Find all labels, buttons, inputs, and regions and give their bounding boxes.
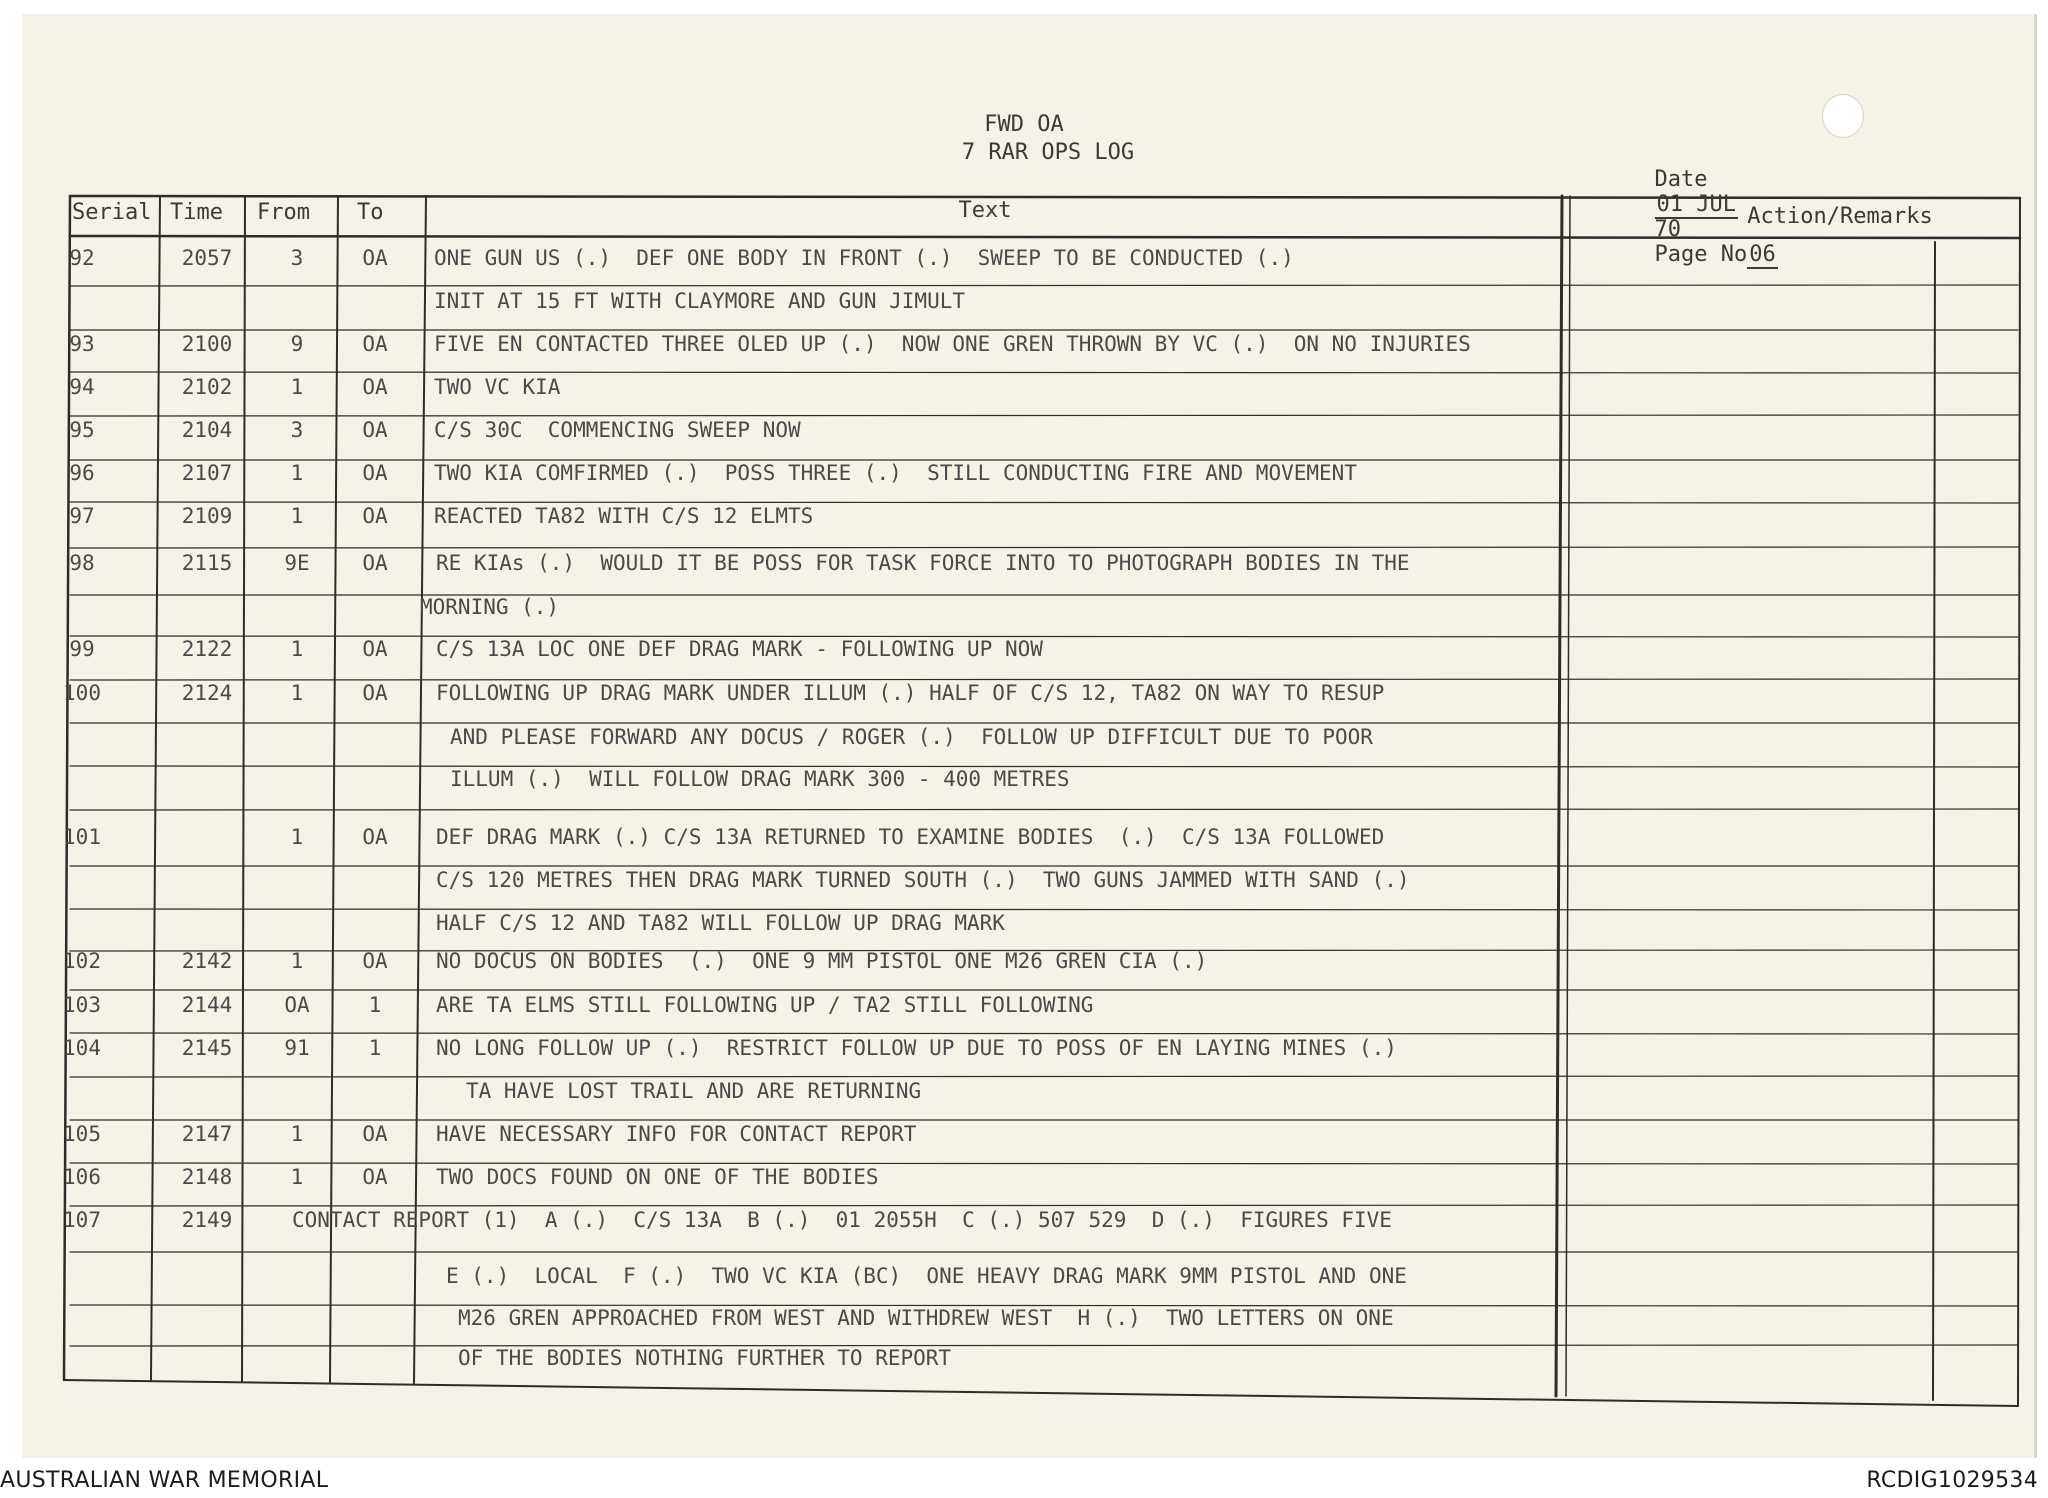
cell-to: OA xyxy=(362,375,388,399)
row-rule xyxy=(70,1163,2018,1164)
cell-time: 2148 xyxy=(181,1165,233,1189)
cell-to: OA xyxy=(362,681,388,705)
col-rule-time xyxy=(242,196,245,1382)
cell-text: MORNING (.) xyxy=(420,595,560,619)
row-rule xyxy=(70,1205,2018,1206)
cell-from: 1 xyxy=(290,637,304,661)
cell-text: C/S 30C COMMENCING SWEEP NOW xyxy=(434,418,801,442)
row-rule xyxy=(70,547,2018,548)
cell-text: C/S 120 METRES THEN DRAG MARK TURNED SOUTH (.) TWO GUNS JAMMED WITH SAND (.) xyxy=(436,868,1410,892)
col-header-serial: Serial xyxy=(72,200,152,225)
cell-serial: 96 xyxy=(69,461,95,485)
cell-from: 91 xyxy=(284,1036,310,1060)
cell-text: FIVE EN CONTACTED THREE OLED UP (.) NOW ONE GREN THROWN BY VC (.) ON NO INJURIES xyxy=(434,332,1471,356)
table-bottom-border xyxy=(64,1380,2018,1406)
cell-time: 2057 xyxy=(181,246,233,270)
cell-text: TA HAVE LOST TRAIL AND ARE RETURNING xyxy=(466,1079,922,1103)
cell-from: 9E xyxy=(284,551,310,575)
row-rule xyxy=(70,679,2018,680)
cell-text: TWO VC KIA xyxy=(434,375,561,399)
cell-to: OA xyxy=(362,1122,388,1146)
cell-serial: 94 xyxy=(69,375,95,399)
cell-from: 1 xyxy=(290,504,304,528)
date-label: Date xyxy=(1654,167,1708,192)
cell-to: OA xyxy=(362,332,388,356)
row-rule xyxy=(70,285,2018,286)
cell-to: OA xyxy=(362,504,388,528)
row-rule xyxy=(70,372,2018,373)
cell-to: OA xyxy=(362,1165,388,1189)
cell-text: DEF DRAG MARK (.) C/S 13A RETURNED TO EXAMINE BODIES (.) C/S 13A FOLLOWED xyxy=(436,825,1385,849)
cell-serial: 99 xyxy=(69,637,95,661)
cell-text: RE KIAs (.) WOULD IT BE POSS FOR TASK FORCE INTO TO PHOTOGRAPH BODIES IN THE xyxy=(436,551,1410,575)
cell-from: 1 xyxy=(290,461,304,485)
cell-serial: 105 xyxy=(63,1122,101,1146)
cell-text: C/S 13A LOC ONE DEF DRAG MARK - FOLLOWING UP NOW xyxy=(436,637,1043,661)
cell-serial: 92 xyxy=(69,246,95,270)
cell-serial: 97 xyxy=(69,504,95,528)
unit-title: FWD OA xyxy=(984,112,1064,137)
cell-time: 2147 xyxy=(181,1122,233,1146)
cell-serial: 95 xyxy=(69,418,95,442)
cell-from: 3 xyxy=(290,246,304,270)
col-header-text: Text xyxy=(958,198,1012,223)
cell-serial: 107 xyxy=(63,1208,101,1232)
col-header-to: To xyxy=(357,200,384,225)
row-rule xyxy=(70,809,2018,810)
cell-from: 1 xyxy=(290,375,304,399)
cell-text: HALF C/S 12 AND TA82 WILL FOLLOW UP DRAG MARK xyxy=(436,911,1005,935)
cell-time: 2149 xyxy=(181,1208,233,1232)
cell-from: 1 xyxy=(290,949,304,973)
cell-text: INIT AT 15 FT WITH CLAYMORE AND GUN JIMULT xyxy=(434,289,966,313)
cell-from: 1 xyxy=(290,1122,304,1146)
cell-text: E (.) LOCAL F (.) TWO VC KIA (BC) ONE HEAVY DRAG MARK 9MM PISTOL AND ONE xyxy=(446,1264,1407,1288)
cell-time: 2124 xyxy=(181,681,233,705)
cell-serial: 101 xyxy=(63,825,101,849)
cell-from: 1 xyxy=(290,825,304,849)
footer-institution: AUSTRALIAN WAR MEMORIAL xyxy=(0,1468,329,1493)
row-rule xyxy=(70,502,2018,503)
cell-time: 2145 xyxy=(181,1036,233,1060)
cell-from: 1 xyxy=(290,681,304,705)
cell-serial: 102 xyxy=(63,949,101,973)
cell-to: OA xyxy=(362,949,388,973)
cell-serial: 100 xyxy=(63,681,101,705)
cell-to: OA xyxy=(362,825,388,849)
col-rule-text-inner xyxy=(1566,196,1570,1396)
cell-to: OA xyxy=(362,246,388,270)
col-rule-from xyxy=(330,196,338,1382)
row-rule xyxy=(70,1345,2018,1346)
cell-to: OA xyxy=(362,637,388,661)
cell-time: 2142 xyxy=(181,949,233,973)
cell-time: 2109 xyxy=(181,504,233,528)
cell-from: 3 xyxy=(290,418,304,442)
cell-time: 2100 xyxy=(181,332,233,356)
cell-serial: 93 xyxy=(69,332,95,356)
cell-text: CONTACT REPORT (1) A (.) C/S 13A B (.) 01 2055H C (.) 507 529 D (.) FIGURES FIVE xyxy=(292,1208,1392,1232)
cell-time: 2107 xyxy=(181,461,233,485)
cell-text: M26 GREN APPROACHED FROM WEST AND WITHDREW WEST H (.) TWO LETTERS ON ONE xyxy=(458,1306,1394,1330)
col-rule-serial xyxy=(151,196,160,1380)
cell-serial: 106 xyxy=(63,1165,101,1189)
cell-text: ARE TA ELMS STILL FOLLOWING UP / TA2 STILL FOLLOWING xyxy=(436,993,1094,1017)
table-left-border xyxy=(64,196,70,1380)
cell-text: NO LONG FOLLOW UP (.) RESTRICT FOLLOW UP DUE TO POSS OF EN LAYING MINES (.) xyxy=(436,1036,1397,1060)
cell-to: OA xyxy=(362,551,388,575)
cell-from: OA xyxy=(284,993,310,1017)
page-label: Page No xyxy=(1654,242,1748,267)
cell-from: 9 xyxy=(290,332,304,356)
cell-text: NO DOCUS ON BODIES (.) ONE 9 MM PISTOL ONE M26 GREN CIA (.) xyxy=(436,949,1208,973)
cell-time: 2102 xyxy=(181,375,233,399)
cell-time: 2122 xyxy=(181,637,233,661)
cell-time: 2144 xyxy=(181,993,233,1017)
year-value: 70 xyxy=(1654,217,1681,242)
col-rule-remarks xyxy=(1933,242,1935,1400)
cell-time: 2115 xyxy=(181,551,233,575)
cell-text: ILLUM (.) WILL FOLLOW DRAG MARK 300 - 400 METRES xyxy=(450,767,1070,791)
row-rule xyxy=(70,415,2018,416)
col-rule-text xyxy=(1556,196,1562,1396)
cell-serial: 103 xyxy=(63,993,101,1017)
cell-serial: 104 xyxy=(63,1036,101,1060)
row-rule xyxy=(70,909,2018,910)
log-title: 7 RAR OPS LOG xyxy=(961,140,1135,165)
table-right-border xyxy=(2018,198,2020,1406)
cell-serial: 98 xyxy=(69,551,95,575)
footer-catalog-id: RCDIG1029534 xyxy=(1866,1468,2038,1493)
cell-text: ONE GUN US (.) DEF ONE BODY IN FRONT (.) SWEEP TO BE CONDUCTED (.) xyxy=(434,246,1294,270)
cell-text: REACTED TA82 WITH C/S 12 ELMTS xyxy=(434,504,814,528)
row-rule xyxy=(70,1076,2018,1077)
col-header-time: Time xyxy=(170,200,223,225)
page-value: 06 xyxy=(1749,242,1776,267)
cell-text: FOLLOWING UP DRAG MARK UNDER ILLUM (.) HALF OF C/S 12, TA82 ON WAY TO RESUP xyxy=(436,681,1385,705)
cell-to: OA xyxy=(362,418,388,442)
col-header-remarks: Action/Remarks xyxy=(1747,204,1933,229)
row-rule xyxy=(70,1033,2018,1034)
cell-text: HAVE NECESSARY INFO FOR CONTACT REPORT xyxy=(436,1122,917,1146)
cell-time: 2104 xyxy=(181,418,233,442)
cell-text: TWO DOCS FOUND ON ONE OF THE BODIES xyxy=(436,1165,879,1189)
cell-text: TWO KIA COMFIRMED (.) POSS THREE (.) STILL CONDUCTING FIRE AND MOVEMENT xyxy=(434,461,1357,485)
cell-text: OF THE BODIES NOTHING FURTHER TO REPORT xyxy=(458,1346,952,1370)
cell-to: 1 xyxy=(368,1036,382,1060)
date-value: 01 JUL xyxy=(1656,192,1736,217)
col-header-from: From xyxy=(257,200,310,225)
cell-to: OA xyxy=(362,461,388,485)
cell-text: AND PLEASE FORWARD ANY DOCUS / ROGER (.) FOLLOW UP DIFFICULT DUE TO POOR xyxy=(450,725,1373,749)
cell-from: 1 xyxy=(290,1165,304,1189)
cell-to: 1 xyxy=(368,993,382,1017)
